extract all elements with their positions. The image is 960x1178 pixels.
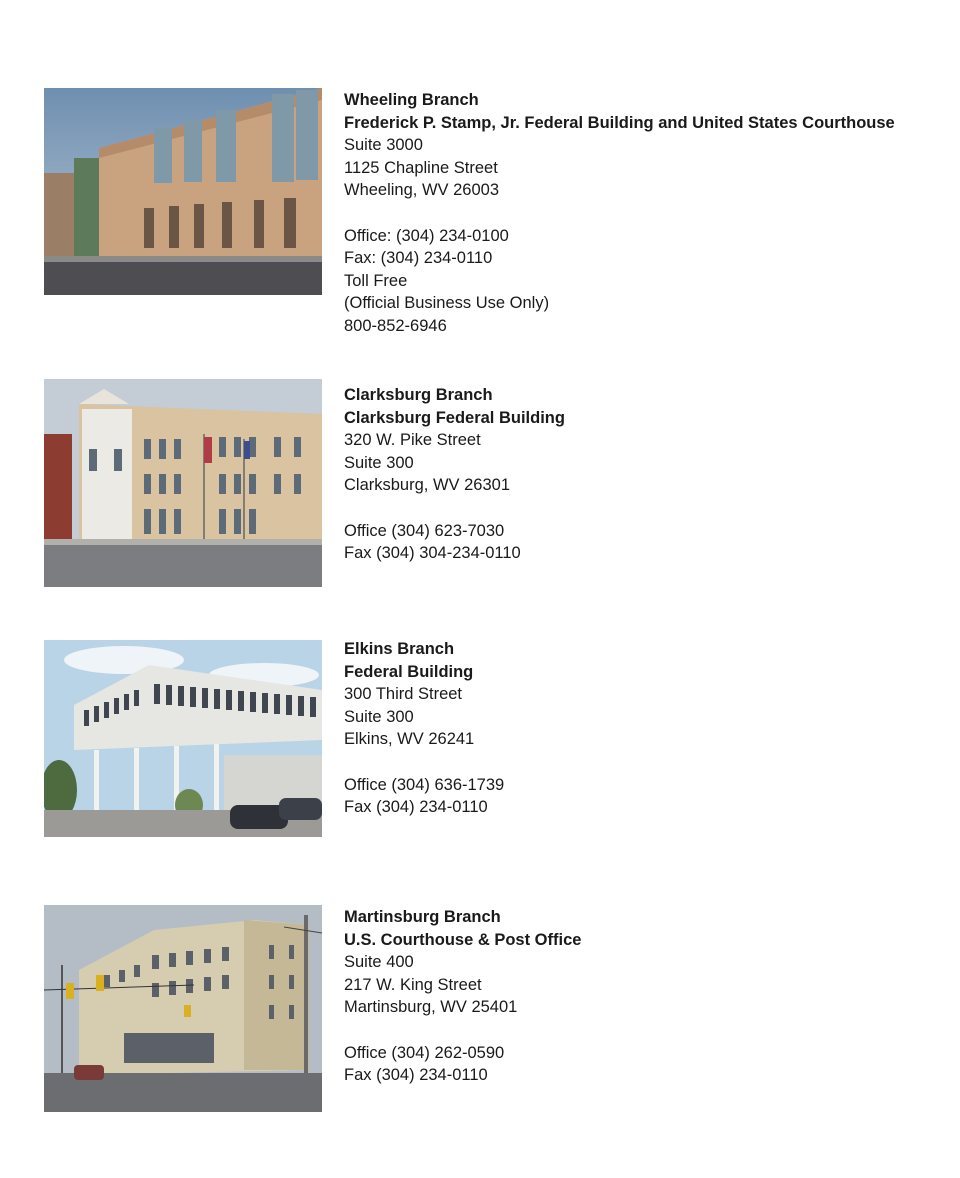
martinsburg-info bbox=[344, 906, 581, 1087]
fax-number: Fax: (304) 234-0110 bbox=[344, 249, 493, 268]
martinsburg-building-photo bbox=[44, 905, 322, 1112]
branch-name: Clarksburg Branch bbox=[344, 386, 493, 404]
address-line: Wheeling, WV 26003 bbox=[344, 181, 500, 200]
toll-free-number: 800-852-6946 bbox=[344, 316, 447, 335]
address-line: Suite 300 bbox=[344, 707, 414, 726]
building-name: Frederick P. Stamp, Jr. Federal Building and United States Courthouse bbox=[344, 113, 895, 132]
building-name: U.S. Courthouse & Post Office bbox=[344, 930, 582, 949]
building-name: Clarksburg Federal Building bbox=[344, 408, 565, 427]
address-line: Suite 300 bbox=[344, 453, 414, 472]
fax-number: Fax (304) 234-0110 bbox=[344, 798, 488, 817]
toll-free-label: Toll Free bbox=[344, 271, 408, 290]
wheeling-info bbox=[344, 89, 895, 338]
address-line: Suite 3000 bbox=[344, 136, 423, 155]
elkins-info bbox=[344, 638, 504, 819]
toll-free-note: (Official Business Use Only) bbox=[344, 294, 550, 313]
fax-number: Fax (304) 304-234-0110 bbox=[344, 544, 521, 563]
clarksburg-building-photo bbox=[44, 379, 322, 587]
branch-name: Elkins Branch bbox=[344, 640, 455, 658]
address-line: 1125 Chapline Street bbox=[344, 158, 498, 177]
building-name: Federal Building bbox=[344, 662, 474, 681]
clarksburg-info bbox=[344, 384, 565, 565]
branch-name: Wheeling Branch bbox=[344, 91, 479, 109]
elkins-building-photo bbox=[44, 640, 322, 837]
branch-name: Martinsburg Branch bbox=[344, 908, 501, 926]
office-phone: Office (304) 636-1739 bbox=[344, 775, 505, 794]
office-phone: Office (304) 262-0590 bbox=[344, 1043, 505, 1062]
address-line: 320 W. Pike Street bbox=[344, 431, 481, 450]
address-line: Martinsburg, WV 25401 bbox=[344, 998, 518, 1017]
address-line: 217 W. King Street bbox=[344, 975, 482, 994]
address-line: 300 Third Street bbox=[344, 685, 463, 704]
fax-number: Fax (304) 234-0110 bbox=[344, 1066, 488, 1085]
wheeling-building-photo bbox=[44, 88, 322, 295]
address-line: Clarksburg, WV 26301 bbox=[344, 476, 510, 495]
office-phone: Office: (304) 234-0100 bbox=[344, 226, 509, 245]
address-line: Elkins, WV 26241 bbox=[344, 730, 475, 749]
office-phone: Office (304) 623-7030 bbox=[344, 521, 505, 540]
address-line: Suite 400 bbox=[344, 953, 414, 972]
